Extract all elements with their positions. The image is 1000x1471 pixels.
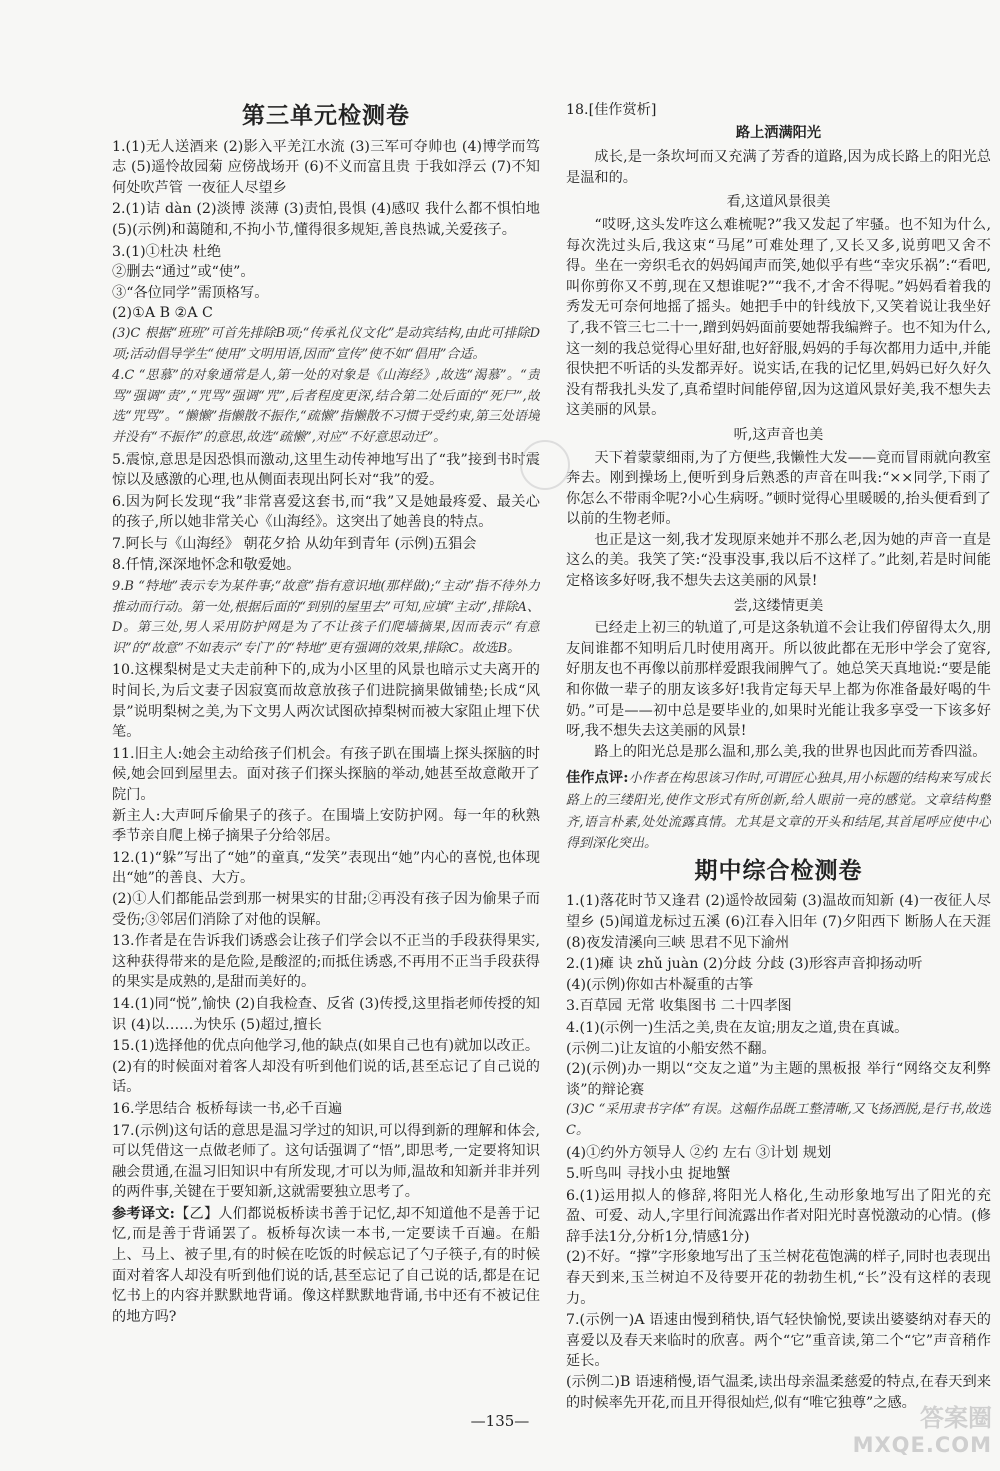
answer-item <box>112 1204 540 1328</box>
answer-line: (示例二)让友谊的小船安然不翻。 <box>566 1040 776 1057</box>
answer-item <box>566 1018 991 1142</box>
answer-line: (4)①约外方领导人 ②约 左右 ③计划 规划 <box>566 1144 832 1161</box>
answer-item <box>566 891 991 953</box>
essay-title: 路上洒满阳光 <box>735 124 822 141</box>
answer-item <box>566 1186 991 1310</box>
answer-item <box>112 492 540 533</box>
answer-line: 10.这棵梨树是丈夫走前种下的,成为小区里的风景也暗示丈夫离开的时间长,为后文妻子因寂寞而故意放孩子们进院摘果做铺垫;长成“风景”说明梨树之美,为下文男人两次试图砍掉梨树而被大家阻止埋下伏笔。 <box>112 662 540 741</box>
essay-subheading-1: 看,这道风景很美 <box>726 194 831 211</box>
answer-item <box>112 534 540 555</box>
answer-line: 15.(1)选择他的优点向他学习,他的缺点(如果自己也有)就加以改正。 <box>112 1038 540 1055</box>
right-answer-list <box>566 891 991 1413</box>
essay-subheading-2: 听,这声音也美 <box>733 426 824 443</box>
answer-explanation: 4.C “思慕”的对象通常是人,第一处的对象是《山海经》,故选“渴慕”。“责骂”强调“责”,“咒骂”强调“咒”,后者程度更深,结合第二处后面的“死尸”,故选“咒骂”。“懒懒”指懒散不振作,“疏懒”指懒散不习惯于受约束,第三处语境并没有“不振作”的意思,故选“疏懒”,对应“不好意思动迁”。 <box>112 368 540 445</box>
answer-line: (4)(示例)你如古朴凝重的古筝 <box>566 976 754 993</box>
answer-item <box>566 1143 991 1164</box>
answer-line: 3.百草园 无常 收集图书 二十四孝图 <box>566 998 792 1015</box>
answer-item <box>112 660 540 742</box>
answer-line: 5.震惊,意思是因恐惧而激动,这里生动传神地写出了“我”接到书时震惊以及感激的心理,也从侧面表现出阿长对“我”的爱。 <box>112 451 540 489</box>
answer-line: (2)①A B ②A C <box>112 305 213 322</box>
essay-intro: 成长,是一条坎坷而又充满了芳香的道路,因为成长路上的阳光总是温和的。 <box>566 149 991 186</box>
answer-item <box>112 744 540 847</box>
watermark-en: MXQE.COM <box>852 1433 992 1457</box>
answer-item <box>112 1099 540 1120</box>
answer-line: 3.(1)①杜决 杜绝 <box>112 243 222 260</box>
answer-line: 17.(示例)这句话的意思是温习学过的知识,可以得到新的理解和体会,可以凭借这一点做老师了。这句话强调了“悟”,即思考,一定要将知识融会贯通,在温习旧知识中有所发现,才可以为师,温故和知新并非并列的两件事,关键在于要知新,这就需要独立思考了。 <box>112 1122 540 1201</box>
right-column <box>566 100 991 1420</box>
answer-line: 新主人:大声呵斥偷果子的孩子。在围墙上安防护网。每一年的秋熟季节亲自爬上梯子摘果子分给邻居。 <box>112 807 540 845</box>
answer-item <box>566 954 991 995</box>
answer-item <box>112 242 540 366</box>
answer-line: ③“各位同学”需顶格写。 <box>112 284 269 301</box>
answer-line: 7.阿长与《山海经》 朝花夕拾 从幼年到青年 (示例)五猖会 <box>112 535 477 552</box>
answer-item <box>112 1121 540 1203</box>
answer-item <box>112 931 540 993</box>
answer-line: 4.(1)(示例一)生活之美,贵在友谊;朋友之道,贵在真诚。 <box>566 1019 909 1036</box>
answer-explanation: (3)C “采用隶书字体”有误。这幅作品既工整清晰,又飞扬洒脱,是行书,故选C。 <box>566 1102 991 1138</box>
reference-translation-label: 参考译文: <box>112 1205 175 1222</box>
page-number: —135— <box>470 1412 530 1430</box>
answer-line: 2.(1)诘 dàn (2)淡博 淡薄 (3)责怕,畏惧 (4)感叹 我什么都不惧怕地 (5)(示例)和蔼随和,不拘小节,懂得很多规矩,善良热诚,关爱孩子。 <box>112 201 540 238</box>
answer-line: 1.(1)落花时节又逢君 (2)遥怜故园菊 (3)温故而知新 (4)一夜征人尽望乡 (5)闻道龙标过五溪 (6)江春入旧年 (7)夕阳西下 断肠人在天涯 (8)夜发清溪向三峡 思君不见下渝州 <box>566 893 991 951</box>
answer-line: 14.(1)同“悦”,愉快 (2)自我检查、反省 (3)传授,这里指老师传授的知识 (4)以……为快乐 (5)超过,擅长 <box>112 995 540 1033</box>
answer-item <box>566 1164 991 1185</box>
answer-item <box>112 994 540 1035</box>
essay-subheading-3: 尝,这缕情更美 <box>733 597 824 614</box>
essay-paragraph-1: “哎呀,这头发咋这么难梳呢?”我又发起了牢骚。也不知为什么,每次洗过头后,我这束“马尾”可难处理了,又长又多,说剪吧又舍不得。坐在一旁织毛衣的妈妈闻声而笑,她似乎有些“幸灾乐祸”:“看吧,叫你剪你又不剪,现在又想谁呢?”“我不,才舍不得呢。”妈妈看着我的秀发无可奈何地摇了摇头。她把手中的针线放下,又笑着说让我坐好了,我不管三七二十一,蹭到妈妈面前要她帮我编辫子。也不知为什么,这一刻的我总觉得心里好甜,也好舒服,妈妈的手每次都用力适中,并能很快把不听话的头发都弄好。说实话,在我的记忆里,妈妈已好久好久没有帮我扎头发了,真希望时间能停留,因为这道风景好美,我不想失去这美丽的风景。 <box>566 216 991 419</box>
answer-explanation: 9.B “特地”表示专为某件事;“故意”指有意识地(那样做);“主动”指不待外力推动而行动。第一处,根据后面的“到别的屋里去”可知,应填“主动”,排除A、D。第三处,男人采用防护网是为了不让孩子们爬墙摘果,因而表示“有意识”的“故意”不如表示“专门”的“特地”更有强调的效果,排除C。故选B。 <box>112 579 540 656</box>
answer-line: ②删去“通过”或“使”。 <box>112 264 255 281</box>
answer-item <box>566 996 991 1017</box>
answer-item <box>112 555 540 576</box>
answer-item <box>112 1036 540 1098</box>
answer-line: (2)①人们都能品尝到那一树果实的甘甜;②再没有孩子因为偷果子而受伤;③邻居们消除了对他的误解。 <box>112 890 540 928</box>
answer-line: (2)不好。“撑”字形象地写出了玉兰树花苞饱满的样子,同时也表现出春天到来,玉兰树迫不及待要开花的勃勃生机,“长”没有这样的表现力。 <box>566 1249 991 1307</box>
answer-line: 【乙】人们都说板桥读书善于记忆,却不知道他不是善于记忆,而是善于背诵罢了。板桥每次读一本书,一定要读千百遍。在船上、马上、被子里,有的时候在吃饭的时候忘记了勺子筷子,有的时候面对着客人却没有听到他们说的话,甚至忘记了自己说的话,都是在记忆书上的内容并默默地背诵。像这样默默地背诵,书中还有不被记住的地方吗? <box>112 1205 540 1325</box>
essay-paragraph-3: 也正是这一刻,我才发现原来她并不那么老,因为她的声音一直是这么的美。我笑了笑:“没事没事,我以后不这样了。”此刻,若是时间能定格该多好呀,我不想失去这美丽的风景! <box>566 531 991 590</box>
answer-item <box>112 199 540 240</box>
left-answer-list <box>112 137 540 1328</box>
answer-item <box>112 366 540 448</box>
answer-line: 7.(示例一)A 语速由慢到稍快,语气轻快愉悦,要读出婆婆纳对春天的喜爱以及春天来临时的欣喜。两个“它”重音读,第二个“它”声音稍作延长。 <box>566 1312 991 1370</box>
site-watermark <box>842 1398 992 1462</box>
faded-stamp <box>520 440 570 490</box>
essay-paragraph-5: 路上的阳光总是那么温和,那么美,我的世界也因此而芳香四溢。 <box>594 743 987 760</box>
answer-item <box>112 848 540 930</box>
answer-line: 5.听鸟叫 寻找小虫 捉地蟹 <box>566 1166 731 1183</box>
midterm-test-title: 期中综合检测卷 <box>694 857 863 884</box>
answer-line: 2.(1)瘫 诀 zhǔ juàn (2)分歧 分歧 (3)形容声音抑扬动听 <box>566 956 923 973</box>
answer-line: (示例二)B 语速稍慢,语气温柔,读出母亲温柔慈爱的特点,在春天到来的时候率先开花,而且开得很灿烂,似有“唯它独尊”之感。 <box>566 1374 991 1411</box>
answer-line: 12.(1)“躲”写出了“她”的童真,“发笑”表现出“她”内心的喜悦,也体现出“她”的善良、大方。 <box>112 849 540 887</box>
answer-line: 13.作者是在告诉我们诱惑会让孩子们学会以不正当的手段获得果实,这种获得带来的是危险,是酸涩的;而抵住诱惑,不再用不正当手段获得的果实是成熟的,是甜而美好的。 <box>112 933 540 991</box>
answer-line: (2)有的时候面对着客人却没有听到他们说的话,甚至忘记了自己说的话。 <box>112 1058 540 1096</box>
answer-line: 11.旧主人:她会主动给孩子们机会。有孩子趴在围墙上探头探脑的时候,她会回到屋里去。面对孩子们探头探脑的举动,她甚至故意敞开了院门。 <box>112 745 540 803</box>
watermark-cn: 答案圈 <box>920 1404 992 1432</box>
answer-explanation: (3)C 根据“班班”可首先排除B项;“传承礼仪文化”是动宾结构,由此可排除D项;活动倡导学生“使用”文明用语,因而“宣传”使不如“倡用”合适。 <box>112 325 540 362</box>
answer-line: 8.仟情,深深地怀念和敬爱她。 <box>112 557 301 574</box>
answer-item <box>112 137 540 199</box>
unit-3-test-title: 第三单元检测卷 <box>242 103 410 129</box>
answer-line: (2)(示例)办一期以“交友之道”为主题的黑板报 举行“网络交友利弊谈”的辩论赛 <box>566 1061 991 1098</box>
answer-item <box>112 450 540 491</box>
answer-line: 6.(1)运用拟人的修辞,将阳光人格化,生动形象地写出了阳光的充盈、可爱、动人,字里行间流露出作者对阳光时喜悦激动的心情。(修辞手法1分,分析1分,情感1分) <box>566 1187 991 1245</box>
comment-label: 佳作点评: <box>566 770 629 787</box>
left-column <box>112 100 540 1420</box>
answer-item <box>112 577 540 659</box>
essay-paragraph-4: 已经走上初三的轨道了,可是这条轨道不会让我们停留得太久,朋友间谁都不知明后几时使用离开。所以彼此都在无形中学会了宽容,好朋友也不再像以前那样爱跟我闹脾气了。她总笑天真地说:“要是能和你做一辈子的朋友该多好!我肯定每天早上都为你准备最好喝的牛奶。”可是——初中总是要毕业的,如果时光能让我多享受一下该多好呀,我不想失去这美丽的风景! <box>566 620 991 740</box>
answer-line: 6.因为阿长发现“我”非常喜爱这套书,而“我”又是她最疼爱、最关心的孩子,所以她非常关心《山海经》。这突出了她善良的特点。 <box>112 493 540 531</box>
item-18-label: 18.[佳作赏析] <box>566 102 657 118</box>
essay-paragraph-2: 天下着蒙蒙细雨,为了方便些,我懒性大发——竟而冒雨就向教室奔去。刚到操场上,便听到身后熟悉的声音在叫我:“××同学,下雨了你怎么不带雨伞呢?小心生病呀。”顿时觉得心里暖暖的,抬头便看到了以前的生物老师。 <box>566 449 991 528</box>
comment-text: 小作者在构思该习作时,可谓匠心独具,用小标题的结构来写成长路上的三缕阳光,使作文形式有所创新,给人眼前一亮的感觉。文章结构整齐,语言朴素,处处流露真情。尤其是文章的开头和结尾,其首尾呼应使中心得到深化突出。 <box>566 771 991 852</box>
essay-comment <box>566 768 991 854</box>
answer-line: 16.学思结合 板桥每读一书,必千百遍 <box>112 1100 343 1117</box>
answer-line: 1.(1)无人送酒来 (2)影入平羌江水流 (3)三军可夺帅也 (4)博学而笃志 (5)遥怜故园菊 应傍战场开 (6)不义而富且贵 于我如浮云 (7)不知何处吹芦管 一夜征人尽望乡 <box>112 138 540 196</box>
